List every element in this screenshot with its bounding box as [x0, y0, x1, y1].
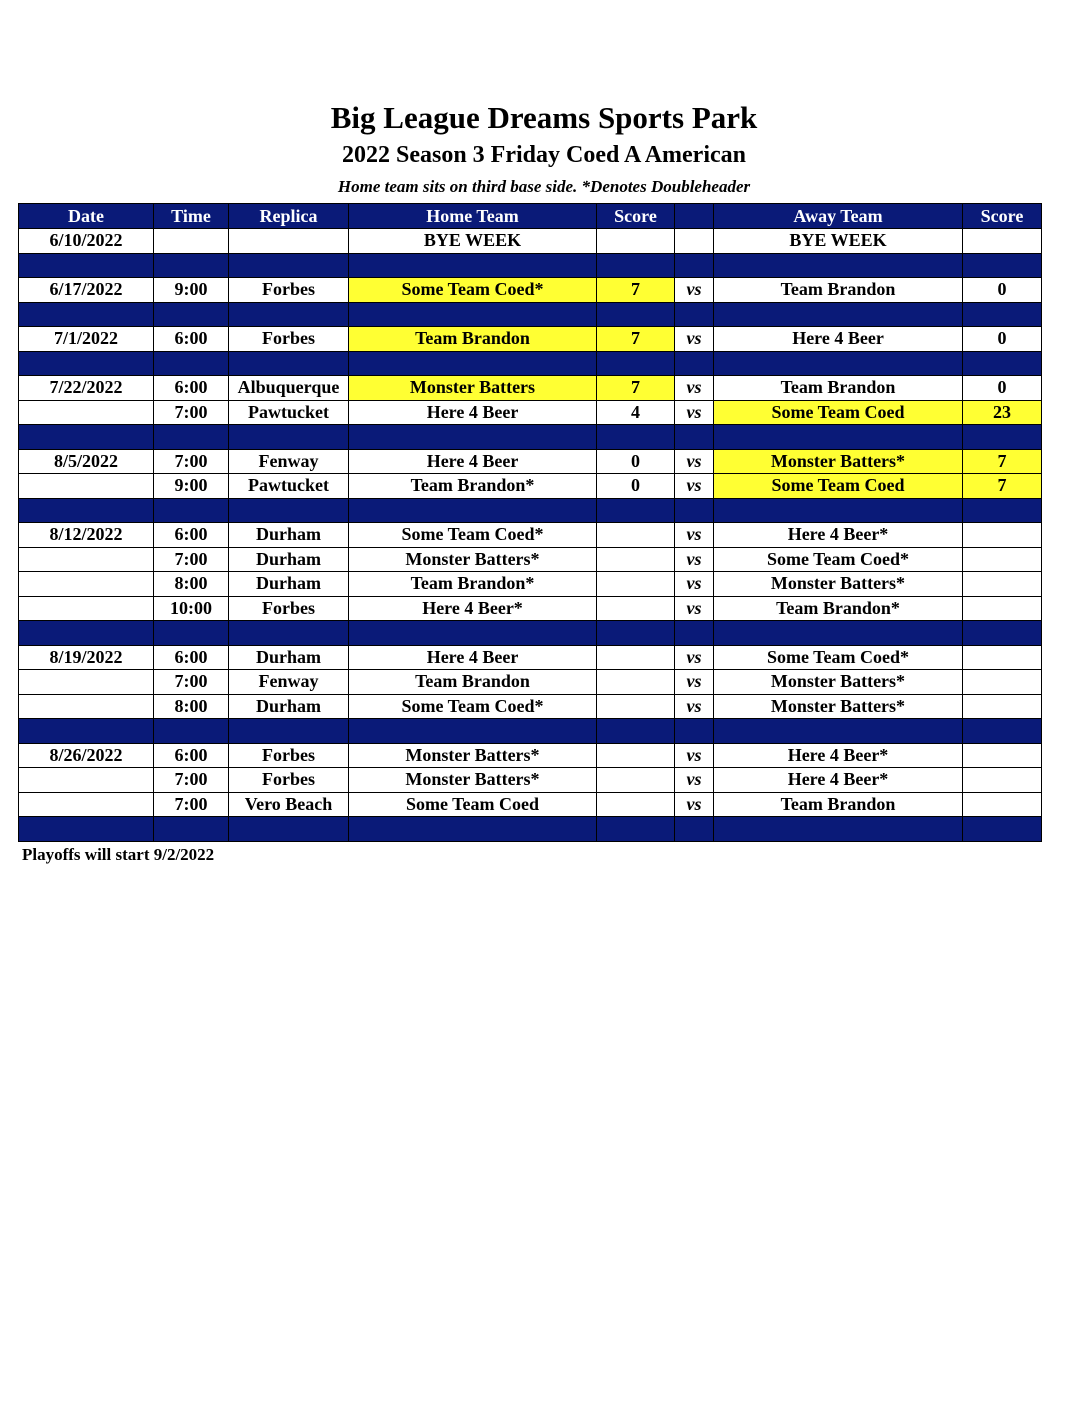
season-subtitle: 2022 Season 3 Friday Coed A American	[341, 142, 746, 168]
week-separator-row	[19, 719, 1042, 744]
home-score-cell	[597, 694, 675, 719]
home-score-cell: 7	[597, 327, 675, 352]
time-cell: 7:00	[154, 400, 229, 425]
replica-cell: Forbes	[229, 327, 349, 352]
game-row	[19, 474, 1042, 499]
separator-cell	[229, 425, 349, 450]
time-cell	[154, 229, 229, 254]
vs-cell: vs	[675, 449, 714, 474]
date-cell	[19, 400, 154, 425]
game-row	[19, 523, 1042, 548]
date-cell: 8/19/2022	[19, 645, 154, 670]
separator-cell	[597, 351, 675, 376]
time-cell: 8:00	[154, 572, 229, 597]
vs-cell: vs	[675, 572, 714, 597]
separator-cell	[675, 425, 714, 450]
time-cell: 7:00	[154, 449, 229, 474]
home-team-cell: Team Brandon*	[349, 474, 597, 499]
time-cell: 9:00	[154, 278, 229, 303]
time-cell: 8:00	[154, 694, 229, 719]
separator-cell	[229, 621, 349, 646]
week-separator-row	[19, 621, 1042, 646]
replica-cell: Durham	[229, 547, 349, 572]
separator-cell	[675, 621, 714, 646]
separator-cell	[597, 253, 675, 278]
vs-cell: vs	[675, 547, 714, 572]
col-home-team: Home Team	[349, 204, 597, 229]
separator-cell	[714, 498, 963, 523]
game-row	[19, 645, 1042, 670]
away-team-cell: Team Brandon	[714, 278, 963, 303]
game-row	[19, 449, 1042, 474]
time-cell: 7:00	[154, 792, 229, 817]
game-row	[19, 670, 1042, 695]
home-score-cell	[597, 596, 675, 621]
separator-cell	[154, 498, 229, 523]
separator-cell	[229, 719, 349, 744]
col-time: Time	[154, 204, 229, 229]
home-team-cell: Some Team Coed	[349, 792, 597, 817]
home-team-cell: Some Team Coed*	[349, 523, 597, 548]
col-away-score: Score	[963, 204, 1042, 229]
separator-cell	[597, 302, 675, 327]
away-team-cell: BYE WEEK	[714, 229, 963, 254]
home-score-cell	[597, 645, 675, 670]
replica-cell: Durham	[229, 694, 349, 719]
replica-cell: Pawtucket	[229, 400, 349, 425]
separator-cell	[154, 719, 229, 744]
away-score-cell: 0	[963, 376, 1042, 401]
separator-cell	[714, 351, 963, 376]
week-separator-row	[19, 351, 1042, 376]
home-score-cell: 0	[597, 449, 675, 474]
away-score-cell: 7	[963, 474, 1042, 499]
separator-cell	[963, 253, 1042, 278]
separator-cell	[154, 253, 229, 278]
replica-cell: Pawtucket	[229, 474, 349, 499]
separator-cell	[19, 498, 154, 523]
separator-cell	[963, 498, 1042, 523]
date-cell	[19, 596, 154, 621]
date-cell	[19, 792, 154, 817]
separator-cell	[597, 719, 675, 744]
vs-cell: vs	[675, 278, 714, 303]
away-score-cell	[963, 792, 1042, 817]
separator-cell	[714, 302, 963, 327]
away-team-cell: Monster Batters*	[714, 670, 963, 695]
separator-cell	[19, 302, 154, 327]
separator-cell	[714, 817, 963, 842]
separator-cell	[963, 425, 1042, 450]
date-cell	[19, 768, 154, 793]
away-team-cell: Team Brandon*	[714, 596, 963, 621]
separator-cell	[675, 719, 714, 744]
date-cell: 6/17/2022	[19, 278, 154, 303]
home-score-cell	[597, 229, 675, 254]
separator-cell	[154, 621, 229, 646]
away-team-cell: Monster Batters*	[714, 572, 963, 597]
away-team-cell: Monster Batters*	[714, 449, 963, 474]
game-row	[19, 376, 1042, 401]
home-score-cell	[597, 547, 675, 572]
away-score-cell	[963, 229, 1042, 254]
away-score-cell	[963, 645, 1042, 670]
schedule-note: Home team sits on third base side. *Denotes Doubleheader	[337, 177, 751, 196]
time-cell: 6:00	[154, 523, 229, 548]
separator-cell	[349, 302, 597, 327]
vs-cell: vs	[675, 523, 714, 548]
game-row	[19, 229, 1042, 254]
away-team-cell: Some Team Coed*	[714, 645, 963, 670]
vs-cell: vs	[675, 327, 714, 352]
replica-cell: Forbes	[229, 596, 349, 621]
separator-cell	[349, 719, 597, 744]
home-score-cell	[597, 523, 675, 548]
separator-cell	[675, 253, 714, 278]
home-team-cell: Here 4 Beer	[349, 400, 597, 425]
away-team-cell: Monster Batters*	[714, 694, 963, 719]
away-team-cell: Some Team Coed	[714, 400, 963, 425]
separator-cell	[675, 351, 714, 376]
home-team-cell: Team Brandon*	[349, 572, 597, 597]
separator-cell	[714, 425, 963, 450]
separator-cell	[963, 719, 1042, 744]
separator-cell	[349, 621, 597, 646]
home-score-cell: 4	[597, 400, 675, 425]
separator-cell	[714, 621, 963, 646]
home-team-cell: Monster Batters*	[349, 768, 597, 793]
separator-cell	[19, 351, 154, 376]
separator-cell	[714, 253, 963, 278]
replica-cell: Forbes	[229, 278, 349, 303]
time-cell: 9:00	[154, 474, 229, 499]
col-date: Date	[19, 204, 154, 229]
home-team-cell: Some Team Coed*	[349, 278, 597, 303]
away-score-cell	[963, 694, 1042, 719]
header-row	[19, 204, 1042, 229]
game-row	[19, 327, 1042, 352]
separator-cell	[154, 351, 229, 376]
vs-cell	[675, 229, 714, 254]
date-cell	[19, 694, 154, 719]
separator-cell	[349, 817, 597, 842]
home-score-cell	[597, 670, 675, 695]
game-row	[19, 743, 1042, 768]
home-team-cell: Here 4 Beer*	[349, 596, 597, 621]
col-away-team: Away Team	[714, 204, 963, 229]
separator-cell	[229, 498, 349, 523]
away-team-cell: Here 4 Beer	[714, 327, 963, 352]
home-score-cell: 7	[597, 376, 675, 401]
time-cell: 10:00	[154, 596, 229, 621]
home-team-cell: Here 4 Beer	[349, 645, 597, 670]
playoffs-note: Playoffs will start 9/2/2022	[22, 845, 215, 864]
separator-cell	[349, 498, 597, 523]
home-score-cell	[597, 572, 675, 597]
time-cell: 7:00	[154, 768, 229, 793]
date-cell: 7/22/2022	[19, 376, 154, 401]
date-cell	[19, 474, 154, 499]
separator-cell	[963, 302, 1042, 327]
replica-cell: Durham	[229, 645, 349, 670]
away-team-cell: Team Brandon	[714, 376, 963, 401]
separator-cell	[675, 302, 714, 327]
separator-cell	[154, 817, 229, 842]
separator-cell	[714, 719, 963, 744]
home-score-cell	[597, 768, 675, 793]
schedule-table	[18, 203, 1042, 842]
vs-cell: vs	[675, 596, 714, 621]
away-team-cell: Here 4 Beer*	[714, 523, 963, 548]
replica-cell: Fenway	[229, 449, 349, 474]
away-score-cell	[963, 523, 1042, 548]
vs-cell: vs	[675, 645, 714, 670]
separator-cell	[154, 425, 229, 450]
time-cell: 6:00	[154, 645, 229, 670]
away-team-cell: Some Team Coed	[714, 474, 963, 499]
home-team-cell: Some Team Coed*	[349, 694, 597, 719]
game-row	[19, 596, 1042, 621]
col-replica: Replica	[229, 204, 349, 229]
away-score-cell	[963, 547, 1042, 572]
home-team-cell: Monster Batters*	[349, 743, 597, 768]
vs-cell: vs	[675, 694, 714, 719]
game-row	[19, 792, 1042, 817]
separator-cell	[597, 425, 675, 450]
col-vs	[675, 204, 714, 229]
separator-cell	[349, 351, 597, 376]
replica-cell	[229, 229, 349, 254]
separator-cell	[597, 621, 675, 646]
game-row	[19, 768, 1042, 793]
date-cell: 8/26/2022	[19, 743, 154, 768]
home-team-cell: BYE WEEK	[349, 229, 597, 254]
replica-cell: Durham	[229, 572, 349, 597]
replica-cell: Forbes	[229, 768, 349, 793]
separator-cell	[963, 351, 1042, 376]
replica-cell: Fenway	[229, 670, 349, 695]
replica-cell: Vero Beach	[229, 792, 349, 817]
separator-cell	[229, 302, 349, 327]
away-score-cell	[963, 670, 1042, 695]
date-cell	[19, 572, 154, 597]
time-cell: 7:00	[154, 670, 229, 695]
date-cell	[19, 670, 154, 695]
date-cell: 6/10/2022	[19, 229, 154, 254]
date-cell	[19, 547, 154, 572]
home-team-cell: Here 4 Beer	[349, 449, 597, 474]
replica-cell: Forbes	[229, 743, 349, 768]
away-score-cell: 7	[963, 449, 1042, 474]
vs-cell: vs	[675, 743, 714, 768]
separator-cell	[229, 817, 349, 842]
away-team-cell: Team Brandon	[714, 792, 963, 817]
col-home-score: Score	[597, 204, 675, 229]
week-separator-row	[19, 302, 1042, 327]
home-score-cell	[597, 792, 675, 817]
game-row	[19, 400, 1042, 425]
home-score-cell: 0	[597, 474, 675, 499]
separator-cell	[19, 425, 154, 450]
date-cell: 8/5/2022	[19, 449, 154, 474]
away-score-cell	[963, 743, 1042, 768]
time-cell: 6:00	[154, 376, 229, 401]
time-cell: 6:00	[154, 743, 229, 768]
date-cell: 7/1/2022	[19, 327, 154, 352]
replica-cell: Albuquerque	[229, 376, 349, 401]
away-team-cell: Some Team Coed*	[714, 547, 963, 572]
separator-cell	[675, 498, 714, 523]
game-row	[19, 572, 1042, 597]
week-separator-row	[19, 498, 1042, 523]
game-row	[19, 547, 1042, 572]
away-score-cell	[963, 572, 1042, 597]
separator-cell	[19, 621, 154, 646]
home-team-cell: Team Brandon	[349, 670, 597, 695]
vs-cell: vs	[675, 376, 714, 401]
vs-cell: vs	[675, 400, 714, 425]
away-score-cell: 0	[963, 278, 1042, 303]
vs-cell: vs	[675, 670, 714, 695]
home-team-cell: Monster Batters*	[349, 547, 597, 572]
away-score-cell: 23	[963, 400, 1042, 425]
vs-cell: vs	[675, 474, 714, 499]
away-score-cell: 0	[963, 327, 1042, 352]
separator-cell	[229, 351, 349, 376]
time-cell: 6:00	[154, 327, 229, 352]
separator-cell	[19, 253, 154, 278]
separator-cell	[597, 498, 675, 523]
home-team-cell: Monster Batters	[349, 376, 597, 401]
home-team-cell: Team Brandon	[349, 327, 597, 352]
home-score-cell	[597, 743, 675, 768]
away-score-cell	[963, 596, 1042, 621]
week-separator-row	[19, 817, 1042, 842]
time-cell: 7:00	[154, 547, 229, 572]
away-score-cell	[963, 768, 1042, 793]
game-row	[19, 694, 1042, 719]
away-team-cell: Here 4 Beer*	[714, 768, 963, 793]
date-cell: 8/12/2022	[19, 523, 154, 548]
separator-cell	[229, 253, 349, 278]
game-row	[19, 278, 1042, 303]
separator-cell	[19, 719, 154, 744]
vs-cell: vs	[675, 768, 714, 793]
separator-cell	[19, 817, 154, 842]
page-title: Big League Dreams Sports Park	[330, 100, 758, 135]
home-score-cell: 7	[597, 278, 675, 303]
separator-cell	[349, 253, 597, 278]
separator-cell	[349, 425, 597, 450]
away-team-cell: Here 4 Beer*	[714, 743, 963, 768]
separator-cell	[675, 817, 714, 842]
separator-cell	[597, 817, 675, 842]
week-separator-row	[19, 425, 1042, 450]
week-separator-row	[19, 253, 1042, 278]
separator-cell	[154, 302, 229, 327]
replica-cell: Durham	[229, 523, 349, 548]
vs-cell: vs	[675, 792, 714, 817]
separator-cell	[963, 817, 1042, 842]
separator-cell	[963, 621, 1042, 646]
